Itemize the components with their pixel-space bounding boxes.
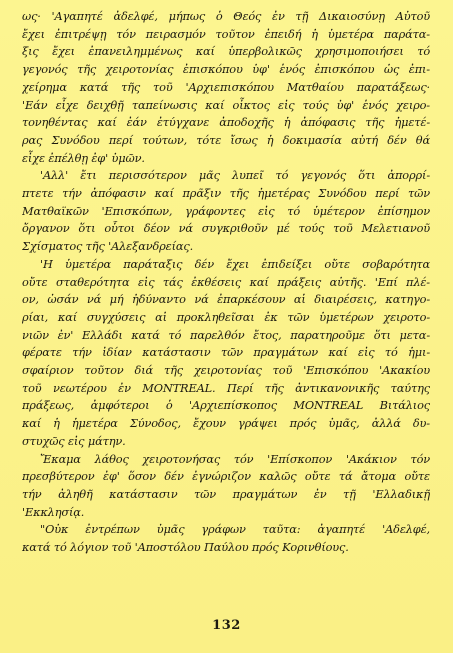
text-line: ρίαι, καί συγχύσεις αἱ προκληθεῖσαι ἐκ τῶν ὑμετέρων χειροτο- bbox=[22, 309, 430, 324]
text-line: φέρατε τήν ἰδίαν κατάστασιν τῶν πραγμάτων καί εἰς τό ἡμι- bbox=[22, 345, 430, 360]
text-line: τονηθέντας καί ἐάν ἐτύγχανε ἀποδοχῆς ἡ ἀπόφασις τῆς ἡμετέ- bbox=[22, 115, 430, 130]
text-line: 'Αλλ' ἔτι περισσότερον μᾶς λυπεῖ τό γεγονός ὅτι ἀπορρί- bbox=[40, 168, 430, 183]
text-line: Ματθαϊκῶν 'Επισκόπων, γράφοντες εἰς τό ὑμέτερον ἐπίσημον bbox=[22, 203, 430, 218]
page-number: 132 bbox=[212, 618, 241, 633]
text-line: πτετε τήν ἀπόφασιν καί πρᾶξιν τῆς ἡμετέρας Συνόδου περί τῶν bbox=[22, 186, 430, 201]
text-line: νιῶν ἐν' Ελλάδι κατά τό παρελθόν ἔτος, παρατηροῦμε ὅτι μετα- bbox=[22, 327, 430, 342]
paragraph-1 bbox=[22, 8, 430, 167]
text-line: ἔχει ἐπιτρέψῃ τόν πειρασμόν τοῦτον ἐπειδή ἡ ὑμετέρα παράτα- bbox=[22, 26, 430, 41]
text-line: ον, ὡσάν νά μή ἠδύναντο νά ἐπαρκέσουν αἱ διαιρέσεις, κατηγο- bbox=[22, 292, 430, 307]
text-line: κατά τό λόγιον τοῦ 'Αποστόλου Παύλου πρός Κορινθίους. bbox=[22, 540, 349, 555]
text-line: Σχίσματος τῆς 'Αλεξανδρείας. bbox=[22, 239, 194, 254]
body-text bbox=[22, 8, 430, 557]
text-line: 'Εάν εἶχε δειχθῇ ταπείνωσις καί οἶκτος εἰς τούς ὑφ' ἑνός χειρο- bbox=[22, 97, 430, 112]
paragraph-5 bbox=[22, 521, 430, 556]
text-line: ως· 'Αγαπητέ ἀδελφέ, μήπως ὁ Θεός ἐν τῇ Δικαιοσύνῃ Αὐτοῦ bbox=[22, 9, 430, 23]
paragraph-2 bbox=[22, 167, 430, 256]
text-line: 'Η ὑμετέρα παράταξις δέν ἔχει ἐπιδείξει οὔτε σοβαρότητα bbox=[40, 256, 430, 271]
text-line: ξις ἔχει ἐπανειλημμένως καί ὑπερβολικῶς χρησιμοποιήσει τό bbox=[22, 44, 430, 59]
paragraph-4 bbox=[22, 451, 430, 522]
text-line: ρας Συνόδου περί τούτων, τότε ἴσως ἡ δοκιμασία αὐτή δέν θά bbox=[22, 132, 430, 147]
text-line: καί ἡ ἡμετέρα Σύνοδος, ἔχουν γράψει πρός ὑμᾶς, ἀλλά δυ- bbox=[22, 416, 430, 431]
text-line: ὄργανον ὅτι οὗτοι δέον νά συγκριθοῦν μέ τούς τοῦ Μελετιανοῦ bbox=[22, 221, 430, 236]
text-line: "Οὐκ ἐντρέπων ὑμᾶς γράφων ταῦτα: ἀγαπητέ 'Αδελφέ, bbox=[40, 522, 430, 537]
text-line: στυχῶς εἰς μάτην. bbox=[22, 433, 126, 448]
text-line: 'Εκκλησίᾳ. bbox=[22, 504, 85, 519]
text-line: γεγονός τῆς χειροτονίας ἐπισκόπου ὑφ' ἑνός ἐπισκόπου ὡς ἐπι- bbox=[22, 62, 430, 77]
text-line: χείρημα κατά τῆς τοῦ 'Αρχιεπισκόπου Ματθαίου παρατάξεως· bbox=[22, 79, 430, 94]
text-line: πρεσβύτερον ἐφ' ὅσον δέν ἐγνώριζον καλῶς οὔτε τά ἄτομα οὔτε bbox=[22, 469, 430, 484]
text-line: τοῦ νεωτέρου ἐν MONTREAL. Περί τῆς ἀντικανονικῆς ταύτης bbox=[22, 380, 430, 395]
text-line: οὔτε σταθερότητα εἰς τάς ἐκθέσεις καί πράξεις αὐτῆς. 'Επί πλέ- bbox=[22, 274, 430, 289]
text-line: Ἔκαμα λάθος χειροτονήσας τόν 'Επίσκοπον 'Ακάκιον τόν bbox=[40, 451, 430, 466]
paragraph-3 bbox=[22, 256, 430, 451]
text-line: πράξεως, ἀμφότεροι ὁ 'Αρχιεπίσκοπος MONTREAL Βιτάλιος bbox=[22, 398, 430, 413]
text-line: τήν ἀληθῆ κατάστασιν τῶν πραγμάτων ἐν τῇ 'Ελλαδικῇ bbox=[22, 486, 430, 501]
text-line: σφαίριον τοῦτον διά τῆς χειροτονίας τοῦ 'Επισκόπου 'Ακακίου bbox=[22, 363, 430, 378]
text-line: εἶχε ἐπέλθῃ ἐφ' ὑμῶν. bbox=[22, 150, 145, 165]
